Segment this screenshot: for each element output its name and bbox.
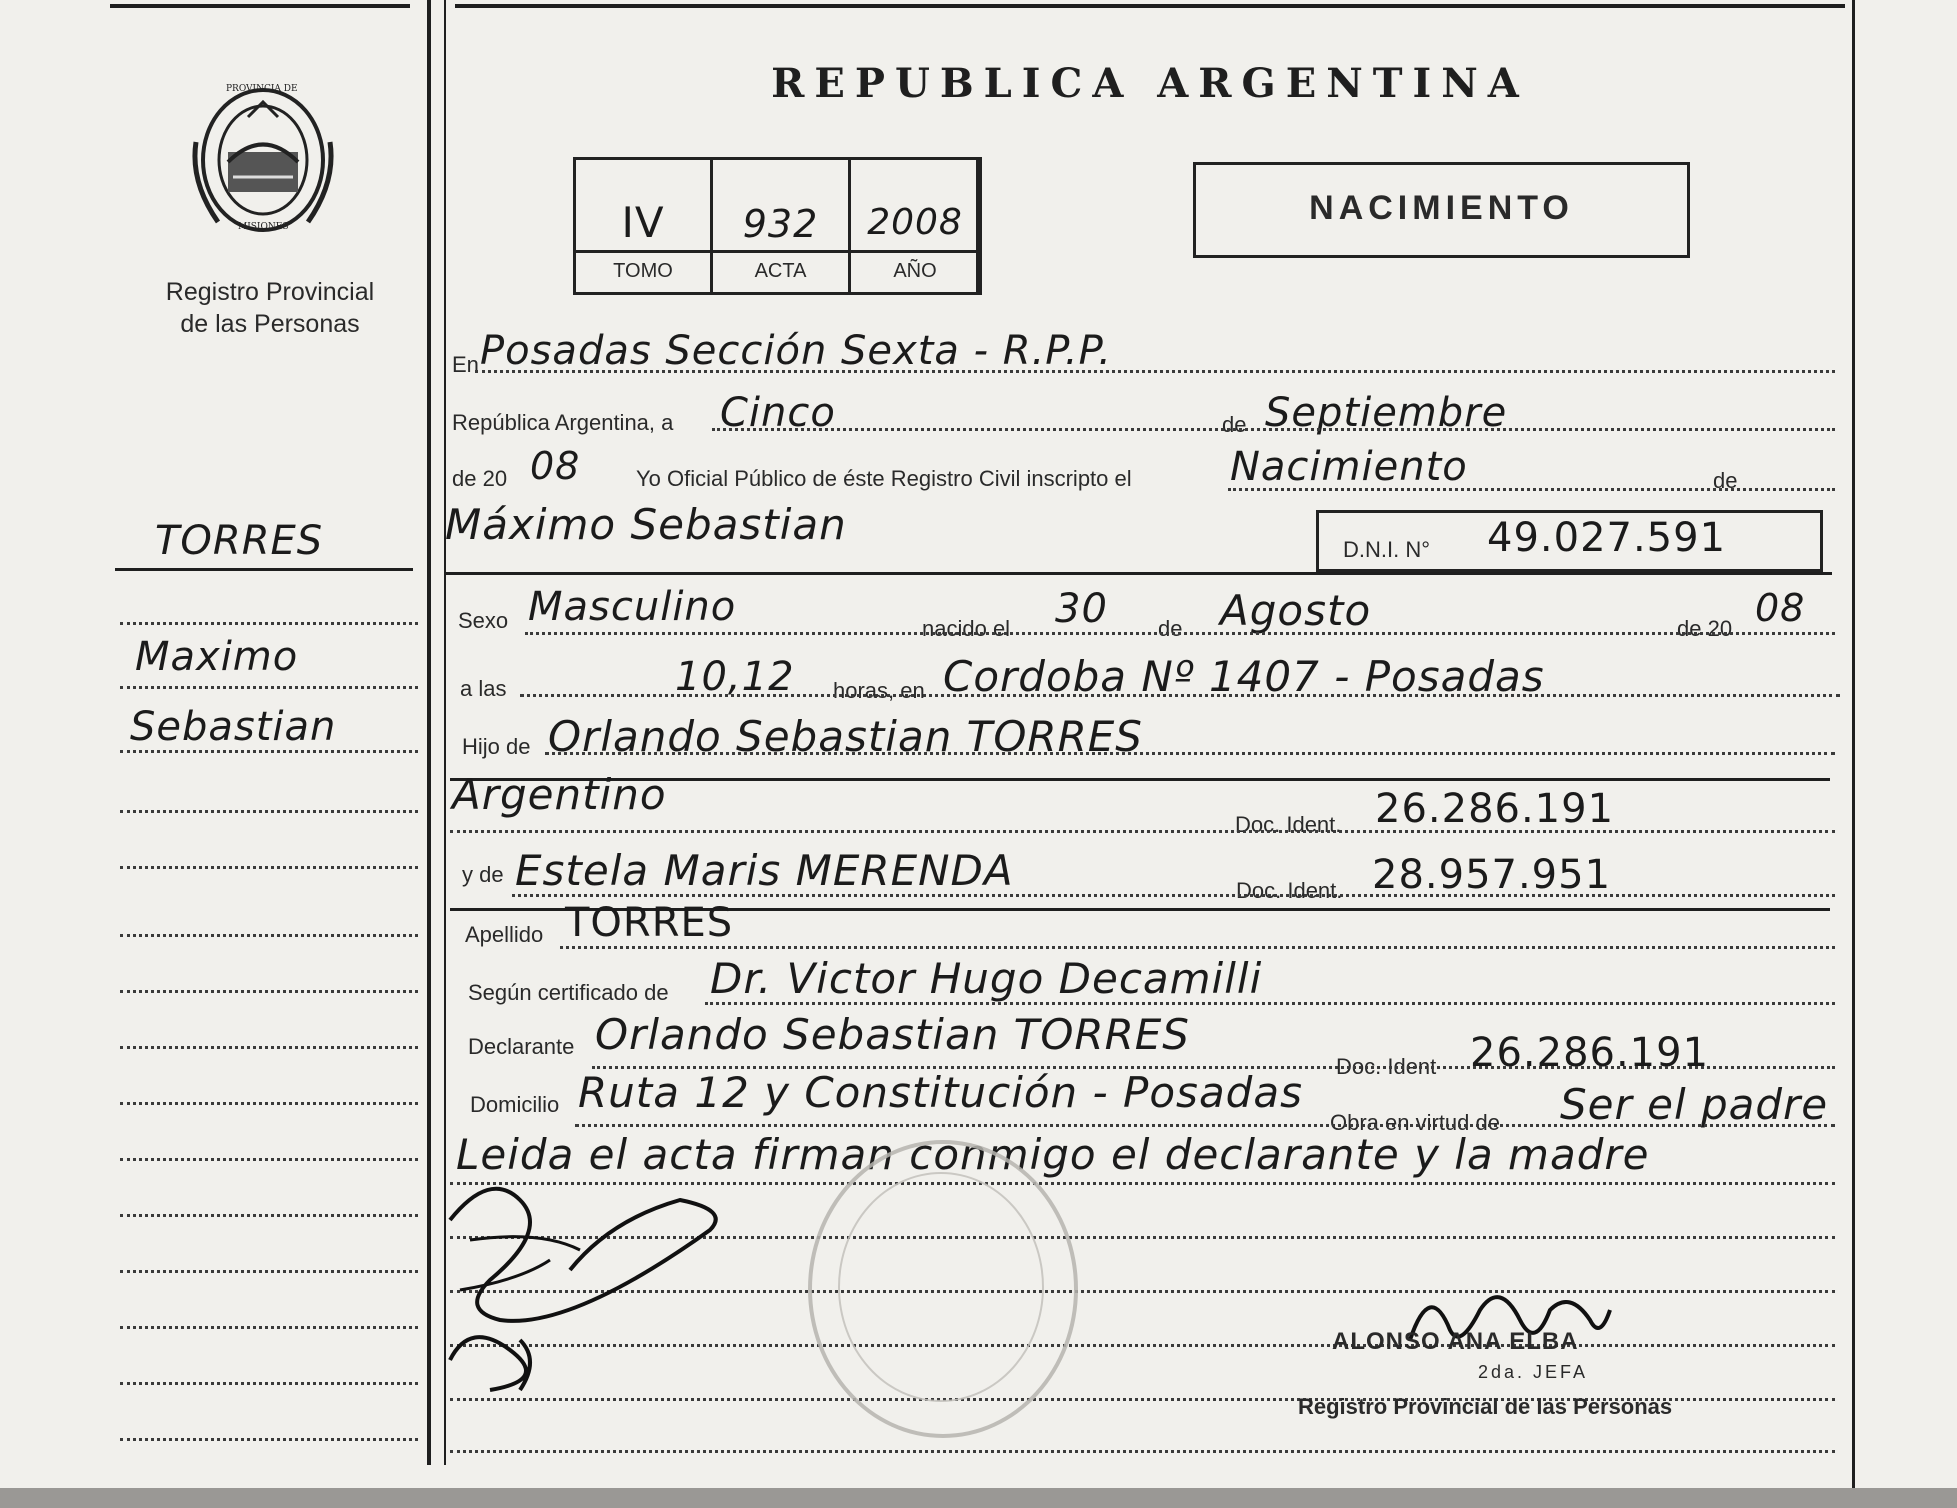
label-de-day: de bbox=[1158, 616, 1183, 641]
acta-cell bbox=[710, 157, 851, 295]
value-full-name: Máximo Sebastian bbox=[445, 500, 847, 549]
label-nacido: nacido el bbox=[922, 616, 1011, 641]
value-declarant-doc: 26.286.191 bbox=[1470, 1030, 1710, 1076]
label-de-month: de bbox=[1222, 412, 1247, 437]
faint-circular-stamp bbox=[808, 1140, 1078, 1438]
value-father-name: Orlando Sebastian TORRES bbox=[548, 712, 1143, 761]
official-office: Registro Provincial de las Personas bbox=[1298, 1394, 1673, 1419]
value-year-suffix: 08 bbox=[530, 444, 581, 488]
acta-value: 932 bbox=[742, 202, 819, 246]
value-birth-time: 10,12 bbox=[675, 654, 795, 700]
anio-value: 2008 bbox=[867, 202, 963, 243]
row-line-date bbox=[712, 428, 1835, 431]
value-birth-year-suffix: 08 bbox=[1755, 586, 1806, 630]
row-line-surname bbox=[560, 946, 1835, 949]
index-box bbox=[573, 157, 979, 295]
row-line-certificate bbox=[705, 1002, 1835, 1005]
value-month: Septiembre bbox=[1265, 390, 1508, 436]
row-line-inscribed bbox=[1228, 488, 1835, 491]
label-hijo-de: Hijo de bbox=[462, 734, 531, 759]
value-father-nationality: Argentino bbox=[452, 770, 667, 819]
seal-bottom-text: MISIONES bbox=[238, 222, 289, 232]
anio-cell bbox=[848, 157, 982, 295]
label-segun: Según certificado de bbox=[468, 980, 669, 1005]
margin-given-name-2: Sebastian bbox=[130, 704, 337, 750]
value-inscribed: Nacimiento bbox=[1230, 444, 1468, 490]
value-sex: Masculino bbox=[528, 584, 737, 630]
label-republica: República Argentina, a bbox=[452, 410, 674, 435]
row-line-name-solid bbox=[445, 572, 1832, 575]
registry-line-2: de las Personas bbox=[180, 310, 360, 338]
acta-label: ACTA bbox=[754, 260, 807, 282]
official-title: 2da. JEFA bbox=[1478, 1362, 1589, 1382]
label-oficial: Yo Oficial Público de éste Registro Civil inscripto el bbox=[636, 466, 1132, 491]
tomo-value: IV bbox=[621, 198, 665, 247]
tomo-cell bbox=[573, 157, 713, 295]
row-line-address bbox=[575, 1124, 1835, 1127]
value-declarant: Orlando Sebastian TORRES bbox=[595, 1010, 1190, 1059]
value-closing: Leida el acta firman conmigo el declarante y la madre bbox=[456, 1130, 1650, 1179]
bottom-edge bbox=[0, 1488, 1957, 1508]
label-horas: horas, en bbox=[833, 678, 925, 703]
margin-given-name-1: Maximo bbox=[135, 634, 299, 680]
registry-line-1: Registro Provincial bbox=[165, 278, 375, 306]
value-father-doc: 26.286.191 bbox=[1375, 786, 1615, 832]
label-sexo: Sexo bbox=[458, 608, 509, 633]
value-mother-name: Estela Maris MERENDA bbox=[515, 846, 1014, 895]
value-birth-place: Cordoba Nº 1407 - Posadas bbox=[943, 652, 1545, 701]
value-day-words: Cinco bbox=[720, 390, 836, 436]
label-dni: D.N.I. N° bbox=[1343, 537, 1431, 562]
margin-surname-rule bbox=[115, 568, 413, 571]
record-type-box bbox=[1193, 162, 1690, 258]
top-rule-right bbox=[455, 4, 1845, 8]
label-de-after: de bbox=[1713, 468, 1738, 493]
label-de-20: de 20 bbox=[1677, 616, 1733, 641]
value-birth-day: 30 bbox=[1055, 586, 1108, 632]
tomo-label: TOMO bbox=[613, 260, 673, 282]
label-en: En bbox=[452, 352, 479, 377]
label-obra: Obra en virtud de bbox=[1330, 1110, 1500, 1135]
value-reason: Ser el padre bbox=[1560, 1080, 1829, 1129]
row-line-place bbox=[475, 370, 1835, 373]
row-line-father bbox=[545, 752, 1835, 755]
value-surname: TORRES bbox=[565, 900, 734, 946]
value-address: Ruta 12 y Constitución - Posadas bbox=[578, 1068, 1303, 1117]
record-type: NACIMIENTO bbox=[1309, 189, 1574, 227]
country-title: REPUBLICA ARGENTINA bbox=[771, 60, 1529, 107]
label-doc-ident-1: Doc. Ident. bbox=[1235, 812, 1342, 837]
row-line-nationality bbox=[450, 830, 1835, 833]
declarant-signature bbox=[430, 1160, 730, 1400]
top-rule-left bbox=[110, 4, 410, 8]
row-line-time bbox=[520, 694, 1840, 697]
dni-box bbox=[1316, 510, 1823, 572]
label-apellido: Apellido bbox=[465, 922, 544, 947]
official-name: ALONSO ANA ELBA bbox=[1332, 1328, 1579, 1355]
label-declarante: Declarante bbox=[468, 1034, 575, 1059]
margin-surname: TORRES bbox=[155, 518, 324, 564]
province-seal-logo bbox=[188, 82, 338, 242]
value-mother-doc: 28.957.951 bbox=[1372, 852, 1612, 898]
row-line-mother bbox=[512, 894, 1835, 897]
label-y-de: y de bbox=[462, 862, 504, 887]
anio-label: AÑO bbox=[893, 260, 937, 282]
value-dni: 49.027.591 bbox=[1487, 515, 1727, 561]
label-a-las: a las bbox=[460, 676, 507, 701]
value-certificate-by: Dr. Victor Hugo Decamilli bbox=[710, 954, 1263, 1003]
label-doc-ident-3: Doc. Ident bbox=[1336, 1054, 1437, 1079]
right-vertical-rule bbox=[1852, 0, 1855, 1490]
value-birth-month: Agosto bbox=[1220, 586, 1372, 635]
label-doc-ident-2: Doc. Ident. bbox=[1236, 878, 1343, 903]
value-place: Posadas Sección Sexta - R.P.P. bbox=[480, 328, 1112, 374]
label-de-year: de 20 bbox=[452, 466, 508, 491]
label-domicilio: Domicilio bbox=[470, 1092, 560, 1117]
seal-top-text: PROVINCIA DE bbox=[226, 84, 298, 94]
registry-name bbox=[120, 276, 420, 340]
row-line-sex bbox=[525, 632, 1835, 635]
